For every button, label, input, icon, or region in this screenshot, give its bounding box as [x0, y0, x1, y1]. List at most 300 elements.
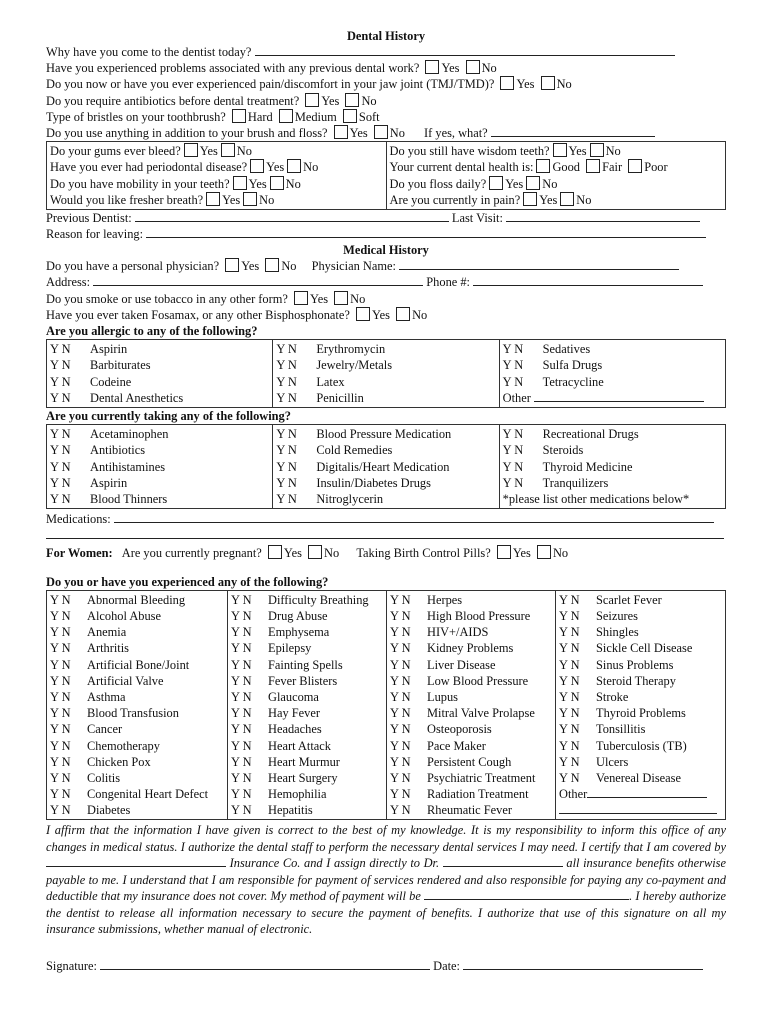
health-good-checkbox[interactable] [536, 159, 550, 173]
periodontal-yes-checkbox[interactable] [250, 159, 264, 173]
condition-item [390, 673, 552, 689]
signature-row [46, 958, 726, 974]
yn-marker[interactable]: Y N [276, 443, 297, 458]
condition-label: Ulcers [596, 754, 629, 769]
gums-yes-checkbox[interactable] [184, 143, 198, 157]
yn-marker[interactable]: Y N [276, 427, 297, 442]
tobacco-no-checkbox[interactable] [334, 291, 348, 305]
yn-marker[interactable]: Y N [502, 427, 524, 442]
yn-marker[interactable]: Y N [231, 722, 252, 737]
yn-marker[interactable]: Y N [231, 625, 252, 640]
wisdom-yes-checkbox[interactable] [553, 143, 567, 157]
medication-item [276, 442, 495, 458]
condition-label: Heart Murmur [268, 754, 340, 769]
medication-label: Antihistamines [90, 459, 166, 474]
affirm-text-4: . I hereby authorize the dentist to release all information necessary to secure the payment of benefits. I authorize that use of this signature on all my insurance submissions, whether manual of electronic. [46, 889, 727, 937]
condition-item [390, 770, 552, 786]
yn-marker[interactable]: Y N [559, 754, 580, 769]
address-label: Address: [46, 275, 91, 290]
payment-method-field[interactable] [424, 888, 629, 900]
condition-label: Rheumatic Fever [427, 803, 512, 818]
condition-other-row [559, 786, 722, 802]
allergic-col-2 [272, 340, 498, 407]
condition-label: Low Blood Pressure [427, 673, 529, 688]
reason-field[interactable] [255, 44, 675, 56]
pain-row [390, 192, 723, 208]
condition-label: Scarlet Fever [596, 592, 662, 607]
condition-item [559, 770, 722, 786]
medication-label: Cold Remedies [316, 443, 393, 458]
allergy-label: Dental Anesthetics [90, 390, 184, 405]
yn-marker[interactable]: Y N [559, 609, 580, 623]
condition-item [390, 802, 552, 818]
yn-marker[interactable]: Y N [559, 770, 580, 785]
breath-yes-checkbox[interactable] [206, 192, 220, 206]
antibiotics-yes-checkbox[interactable] [305, 93, 319, 107]
wisdom-no-checkbox[interactable] [590, 143, 604, 157]
physician-yes-checkbox[interactable] [225, 258, 239, 272]
condition-label: Chemotherapy [87, 738, 160, 753]
health-fair-checkbox[interactable] [586, 159, 600, 173]
fair-label: Fair [602, 160, 623, 175]
fosamax-no-checkbox[interactable] [396, 307, 410, 321]
yn-marker[interactable]: Y N [390, 706, 411, 721]
yn-marker[interactable]: Y N [390, 722, 411, 737]
floss-no-checkbox[interactable] [526, 176, 540, 190]
condition-label: Epilepsy [268, 641, 312, 656]
previous-dentist-field[interactable] [135, 210, 449, 222]
yn-marker[interactable]: Y N [231, 770, 252, 785]
yn-marker[interactable]: Y N [276, 459, 297, 474]
yn-marker[interactable]: Y N [390, 738, 411, 753]
yn-marker[interactable]: Y N [559, 689, 580, 704]
addition-question: Do you use anything in addition to your brush and floss? [46, 125, 328, 140]
yn-marker[interactable]: Y N [50, 641, 71, 656]
pregnant-no-checkbox[interactable] [308, 545, 322, 559]
health-poor-checkbox[interactable] [628, 159, 642, 173]
reason-leaving-field[interactable] [146, 226, 706, 238]
poor-label: Poor [644, 160, 668, 175]
affirmation-paragraph [46, 822, 726, 938]
yn-marker[interactable]: Y N [50, 491, 71, 506]
yn-marker[interactable]: Y N [50, 738, 71, 753]
yn-marker[interactable]: Y N [50, 390, 71, 405]
tmj-row [46, 76, 726, 92]
address-field[interactable] [93, 274, 423, 286]
other-label: Other [502, 390, 531, 405]
allergy-label: Latex [316, 374, 345, 389]
condition-item [50, 786, 224, 802]
yn-marker[interactable]: Y N [559, 641, 580, 656]
tobacco-yes-checkbox[interactable] [294, 291, 308, 305]
no-label: No [542, 176, 558, 191]
allergic-col-1 [47, 340, 272, 407]
yn-marker[interactable]: Y N [231, 803, 252, 818]
condition-label: Shingles [596, 625, 639, 640]
condition-item [50, 592, 224, 608]
phone-field[interactable] [473, 274, 703, 286]
medication-item [50, 475, 269, 491]
periodontal-question: Have you ever had periodontal disease? [50, 160, 248, 175]
condition-item [50, 657, 224, 673]
no-label: No [576, 192, 592, 207]
condition-label: Artificial Bone/Joint [87, 657, 190, 672]
condition-item [231, 721, 383, 737]
allergic-title: Are you allergic to any of the following? [46, 324, 258, 338]
yn-marker[interactable]: Y N [231, 706, 252, 721]
yn-marker[interactable]: Y N [390, 689, 411, 704]
signature-label: Signature: [46, 958, 97, 973]
allergy-label: Sedatives [542, 342, 591, 357]
yn-marker[interactable]: Y N [502, 342, 524, 357]
yn-marker[interactable]: Y N [276, 475, 297, 490]
health-question: Your current dental health is: [389, 160, 534, 175]
condition-item [390, 721, 552, 737]
tmj-question: Do you now or have you ever experienced pain/discomfort in your jaw joint (TMJ/TMD)? [46, 77, 495, 92]
yn-marker[interactable]: Y N [559, 657, 580, 672]
condition-label: Stroke [596, 689, 629, 704]
reason-row [46, 44, 726, 60]
condition-item [390, 608, 552, 624]
condition-label: Hay Fever [268, 706, 320, 721]
medication-label: Aspirin [90, 475, 128, 490]
yn-marker[interactable]: Y N [50, 374, 71, 389]
pain-yes-checkbox[interactable] [523, 192, 537, 206]
condition-item [231, 705, 383, 721]
yn-marker[interactable]: Y N [559, 673, 580, 688]
condition-item [231, 592, 383, 608]
yn-marker[interactable]: Y N [502, 475, 524, 490]
yn-marker[interactable]: Y N [50, 459, 71, 474]
hard-label: Hard [247, 109, 273, 124]
yn-marker[interactable]: Y N [390, 803, 411, 818]
fosamax-yes-checkbox[interactable] [356, 307, 370, 321]
yn-marker[interactable]: Y N [50, 443, 71, 458]
yes-label: Yes [512, 546, 531, 561]
no-label: No [361, 93, 377, 108]
medication-label: Tranquilizers [542, 475, 609, 490]
condition-label: Thyroid Problems [596, 706, 686, 721]
pain-no-checkbox[interactable] [560, 192, 574, 206]
condition-label: Sickle Cell Disease [596, 641, 693, 656]
allergy-label: Aspirin [90, 342, 128, 357]
pain-question: Are you currently in pain? [389, 192, 521, 207]
birth-control-no-checkbox[interactable] [537, 545, 551, 559]
taking-title: Are you currently taking any of the following? [46, 408, 291, 423]
condition-item [390, 705, 552, 721]
birth-control-yes-checkbox[interactable] [497, 545, 511, 559]
condition-label: Tuberculosis (TB) [596, 738, 687, 753]
yes-label: Yes [321, 93, 340, 108]
allergic-box [46, 339, 726, 408]
yn-marker[interactable]: Y N [559, 738, 580, 753]
wisdom-question: Do you still have wisdom teeth? [389, 144, 550, 159]
medication-label: Nitroglycerin [316, 491, 384, 506]
yn-marker[interactable]: Y N [231, 787, 252, 802]
yn-marker[interactable]: Y N [390, 787, 411, 802]
previous-work-no-checkbox[interactable] [466, 60, 480, 74]
yn-marker[interactable]: Y N [50, 625, 71, 640]
physician-question: Do you have a personal physician? [46, 259, 220, 274]
allergy-item [503, 374, 722, 390]
yn-marker[interactable]: Y N [50, 706, 71, 721]
yn-marker[interactable]: Y N [231, 754, 252, 769]
yn-marker[interactable]: Y N [390, 754, 411, 769]
condition-item [559, 608, 722, 624]
bristles-medium-checkbox[interactable] [279, 109, 293, 123]
yn-marker[interactable]: Y N [231, 689, 252, 704]
yn-marker[interactable]: Y N [559, 592, 580, 607]
yn-marker[interactable]: Y N [50, 427, 71, 442]
yn-marker[interactable]: Y N [50, 787, 71, 802]
medication-item [503, 475, 722, 491]
conditions-col-1 [47, 591, 227, 820]
bristles-hard-checkbox[interactable] [232, 109, 246, 123]
condition-label: Headaches [268, 722, 322, 737]
allergy-label: Sulfa Drugs [542, 358, 603, 373]
yn-marker[interactable]: Y N [276, 342, 297, 357]
yes-label: Yes [516, 77, 535, 92]
mobility-no-checkbox[interactable] [270, 176, 284, 190]
addition-no-checkbox[interactable] [374, 125, 388, 139]
fosamax-question: Have you ever taken Fosamax, or any other Bisphosphonate? [46, 307, 350, 322]
allergy-label: Jewelry/Metals [316, 358, 393, 373]
yn-marker[interactable]: Y N [50, 609, 71, 623]
yn-marker[interactable]: Y N [390, 770, 411, 785]
addition-what-field[interactable] [491, 125, 655, 137]
yn-marker[interactable]: Y N [231, 609, 252, 623]
no-label: No [281, 259, 297, 274]
allergy-other-field[interactable] [534, 390, 704, 402]
yn-marker[interactable]: Y N [390, 625, 411, 640]
gums-no-checkbox[interactable] [221, 143, 235, 157]
yn-marker[interactable]: Y N [50, 342, 71, 357]
yes-label: Yes [248, 176, 267, 191]
yn-marker[interactable]: Y N [559, 722, 580, 737]
condition-item [390, 657, 552, 673]
if-yes-label: If yes, what? [424, 125, 488, 140]
signature-field[interactable] [100, 958, 430, 970]
medications-label: Medications: [46, 512, 111, 527]
condition-label: Steroid Therapy [596, 673, 676, 688]
condition-label: Sinus Problems [596, 657, 674, 672]
allergy-item [276, 390, 495, 406]
tmj-no-checkbox[interactable] [541, 76, 555, 90]
condition-item [231, 802, 383, 818]
yn-marker[interactable]: Y N [390, 641, 411, 656]
list-other-note: *please list other medications below* [502, 491, 690, 506]
last-visit-field[interactable] [506, 210, 700, 222]
yn-marker[interactable]: Y N [231, 738, 252, 753]
yn-marker[interactable]: Y N [390, 609, 411, 623]
yn-marker[interactable]: Y N [276, 374, 297, 389]
periodontal-no-checkbox[interactable] [287, 159, 301, 173]
allergy-item [50, 390, 269, 406]
yn-marker[interactable]: Y N [50, 358, 71, 373]
yn-marker[interactable]: Y N [50, 475, 71, 490]
previous-dentist-label: Previous Dentist: [46, 210, 132, 225]
condition-item [559, 657, 722, 673]
condition-label: Emphysema [268, 625, 330, 640]
condition-item [390, 786, 552, 802]
condition-item [559, 592, 722, 608]
condition-item [231, 786, 383, 802]
yn-marker[interactable]: Y N [50, 592, 71, 607]
condition-other-field-2[interactable] [559, 802, 717, 814]
yn-marker[interactable]: Y N [276, 358, 297, 373]
yn-marker[interactable]: Y N [50, 722, 71, 737]
condition-label: Venereal Disease [596, 770, 681, 785]
physician-name-field[interactable] [399, 258, 679, 270]
bristles-question: Type of bristles on your toothbrush? [46, 109, 226, 124]
fresher-breath-question: Would you like fresher breath? [50, 192, 204, 207]
taking-col-1 [47, 425, 272, 508]
tmj-yes-checkbox[interactable] [500, 76, 514, 90]
condition-label: Persistent Cough [427, 754, 512, 769]
yn-marker[interactable]: Y N [502, 443, 524, 458]
condition-label: Chicken Pox [87, 754, 151, 769]
yes-label: Yes [266, 160, 285, 175]
condition-label: HIV+/AIDS [427, 625, 489, 640]
medication-label: Antibiotics [90, 443, 146, 458]
antibiotics-no-checkbox[interactable] [345, 93, 359, 107]
condition-item [390, 754, 552, 770]
address-row [46, 274, 726, 290]
mobility-row [50, 176, 383, 192]
no-label: No [285, 176, 301, 191]
yes-label: Yes [283, 546, 302, 561]
date-field[interactable] [463, 958, 703, 970]
yn-marker[interactable]: Y N [276, 491, 297, 506]
yn-marker[interactable]: Y N [502, 358, 524, 373]
condition-item [231, 770, 383, 786]
floss-question: Do you floss daily? [389, 176, 487, 191]
yn-marker[interactable]: Y N [231, 592, 252, 607]
yes-label: Yes [539, 192, 558, 207]
condition-label: Alcohol Abuse [87, 609, 161, 623]
gums-bleed-row [50, 143, 383, 159]
condition-label: Cancer [87, 722, 123, 737]
condition-item [559, 738, 722, 754]
allergy-item [276, 341, 495, 357]
yn-marker[interactable]: Y N [502, 459, 524, 474]
condition-other-row-2 [559, 802, 722, 818]
yn-marker[interactable]: Y N [231, 673, 252, 688]
yn-marker[interactable]: Y N [559, 625, 580, 640]
condition-item [559, 721, 722, 737]
tobacco-row [46, 291, 726, 307]
allergy-item [503, 341, 722, 357]
condition-item [559, 640, 722, 656]
yes-label: Yes [241, 259, 260, 274]
bristles-soft-checkbox[interactable] [343, 109, 357, 123]
taking-col-3 [499, 425, 725, 508]
medication-label: Steroids [542, 443, 584, 458]
no-label: No [259, 192, 275, 207]
medications-field[interactable] [114, 511, 714, 523]
insurance-company-field[interactable] [46, 855, 226, 867]
condition-item [50, 624, 224, 640]
condition-item [390, 640, 552, 656]
yn-marker[interactable]: Y N [50, 657, 71, 672]
yn-marker[interactable]: Y N [50, 689, 71, 704]
floss-row [390, 176, 723, 192]
medication-item [503, 426, 722, 442]
yn-marker[interactable]: Y N [390, 592, 411, 607]
floss-yes-checkbox[interactable] [489, 176, 503, 190]
condition-item [50, 640, 224, 656]
yn-marker[interactable]: Y N [559, 706, 580, 721]
condition-item [50, 754, 224, 770]
condition-item [50, 705, 224, 721]
physician-no-checkbox[interactable] [265, 258, 279, 272]
medication-item [50, 426, 269, 442]
affirm-text-1: I affirm that the information I have given is correct to the best of my knowledge. It is my responsibility to inform this office of any changes in medical status. I authorize the dental staff to perform the necessary dental services I may need. I certify that I am covered by [46, 823, 726, 854]
yn-marker[interactable]: Y N [50, 673, 71, 688]
previous-work-yes-checkbox[interactable] [425, 60, 439, 74]
condition-label: Arthritis [87, 641, 129, 656]
medications-field-2[interactable] [46, 527, 724, 539]
condition-label: Mitral Valve Prolapse [427, 706, 535, 721]
condition-other-field[interactable] [587, 786, 707, 798]
allergy-label: Erythromycin [316, 342, 386, 357]
condition-label: Drug Abuse [268, 609, 328, 623]
yn-marker[interactable]: Y N [390, 673, 411, 688]
condition-item [559, 624, 722, 640]
yn-marker[interactable]: Y N [231, 657, 252, 672]
condition-label: Abnormal Bleeding [87, 592, 186, 607]
condition-label: Lupus [427, 689, 458, 704]
condition-label: Kidney Problems [427, 641, 514, 656]
conditions-col-3 [386, 591, 555, 820]
pregnant-question: Are you currently pregnant? [121, 546, 262, 561]
no-label: No [556, 77, 572, 92]
condition-label: Blood Transfusion [87, 706, 179, 721]
yn-marker[interactable]: Y N [50, 754, 71, 769]
yn-marker[interactable]: Y N [231, 641, 252, 656]
antibiotics-question: Do you require antibiotics before dental treatment? [46, 93, 300, 108]
condition-item [231, 689, 383, 705]
condition-item [390, 592, 552, 608]
pregnant-yes-checkbox[interactable] [268, 545, 282, 559]
condition-label: Fever Blisters [268, 673, 338, 688]
yn-marker[interactable]: Y N [502, 374, 524, 389]
condition-item [50, 770, 224, 786]
condition-item [390, 738, 552, 754]
yn-marker[interactable]: Y N [390, 657, 411, 672]
mobility-yes-checkbox[interactable] [233, 176, 247, 190]
yn-marker[interactable]: Y N [276, 390, 297, 405]
no-label: No [350, 291, 366, 306]
condition-label: Tonsillitis [596, 722, 646, 737]
yes-label: Yes [349, 125, 368, 140]
no-label: No [389, 125, 405, 140]
doctor-name-field[interactable] [443, 855, 563, 867]
mobility-question: Do you have mobility in your teeth? [50, 176, 230, 191]
yn-marker[interactable]: Y N [50, 770, 71, 785]
dental-box-left [47, 142, 386, 209]
wisdom-row [390, 143, 723, 159]
allergy-item [50, 341, 269, 357]
breath-no-checkbox[interactable] [243, 192, 257, 206]
condition-item [231, 640, 383, 656]
reason-question: Why have you come to the dentist today? [46, 45, 252, 59]
medium-label: Medium [294, 109, 337, 124]
condition-label: Artificial Valve [87, 673, 164, 688]
addition-yes-checkbox[interactable] [334, 125, 348, 139]
allergy-item [50, 357, 269, 373]
yn-marker[interactable]: Y N [50, 803, 71, 818]
